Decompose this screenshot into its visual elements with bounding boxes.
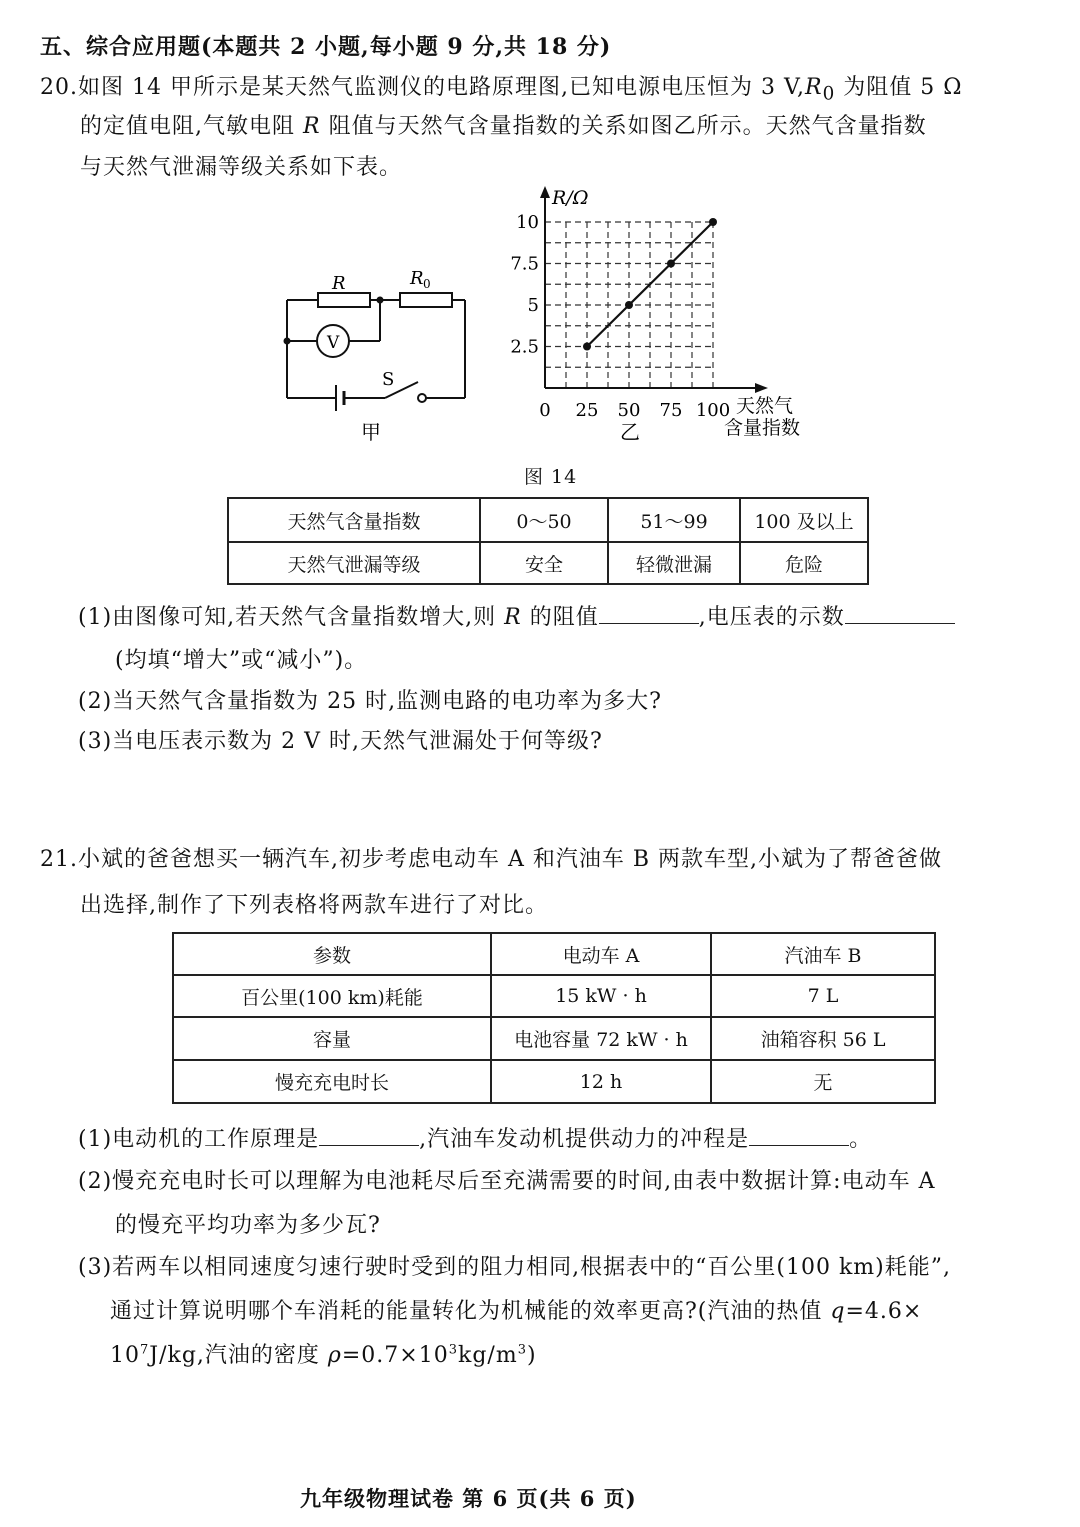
label-jia: 甲	[361, 420, 381, 444]
q21-sub1-text: (1)电动机的工作原理是	[78, 1127, 320, 1152]
table-cell: 7 L	[711, 975, 935, 1017]
label-r: R	[332, 273, 346, 294]
x-tick-label: 25	[575, 400, 599, 421]
q21-sub3-text: 10	[110, 1343, 140, 1368]
section-heading: 五、综合应用题(本题共 2 小题,每小题 9 分,共 18 分)	[40, 34, 612, 60]
q21-stem-line2: 出选择,制作了下列表格将两款车进行了对比。	[80, 893, 548, 918]
data-point	[667, 260, 675, 268]
answer-blank[interactable]	[749, 1125, 849, 1146]
data-point	[625, 301, 633, 309]
r0-subscript: 0	[822, 83, 836, 105]
q21-sub3-line2	[110, 1294, 922, 1325]
table-cell: 参数	[173, 933, 491, 975]
x-axis-arrow	[755, 383, 768, 393]
q21-sub3-line3	[110, 1338, 537, 1369]
q20-stem-text: 如图 14 甲所示是某天然气监测仪的电路原理图,已知电源电压恒为 3 V,	[78, 75, 805, 100]
table-cell: 15 kW · h	[491, 975, 711, 1017]
q-symbol: q	[830, 1299, 846, 1324]
y-axis-arrow	[540, 186, 550, 198]
table-cell: 天然气泄漏等级	[228, 542, 480, 584]
label-r0: R	[410, 268, 424, 289]
data-point	[583, 343, 591, 351]
table-cell: 百公里(100 km)耗能	[173, 975, 491, 1017]
label-s: S	[382, 369, 395, 390]
x-tick-label: 0	[539, 400, 551, 421]
chart-ylabel: R/Ω	[552, 187, 589, 209]
resistor-r0	[400, 293, 452, 307]
answer-blank[interactable]	[599, 603, 699, 624]
q21-stem-text: 小斌的爸爸想买一辆汽车,初步考虑电动车 A 和汽油车 B 两款车型,小斌为了帮爸爸做	[78, 847, 943, 872]
q21-stem-line1	[40, 842, 942, 873]
q21-sub2-line2: 的慢充平均功率为多少瓦?	[115, 1213, 381, 1238]
table-row	[173, 933, 935, 975]
chart-sub-label: 乙	[620, 420, 640, 444]
table-cell: 无	[711, 1060, 935, 1103]
exponent: 3	[517, 1342, 527, 1358]
rho-symbol: ρ	[327, 1343, 342, 1368]
q21-sub3-text: J/kg,汽油的密度	[149, 1343, 328, 1368]
gas-level-table	[227, 497, 869, 585]
q21-sub2-line1: (2)慢充充电时长可以理解为电池耗尽后至充满需要的时间,由表中数据计算:电动车 A	[78, 1169, 936, 1194]
car-comparison-table	[172, 932, 936, 1104]
y-tick-label: 5	[527, 295, 539, 316]
x-tick-label: 100	[695, 400, 731, 421]
q21-sub1	[78, 1122, 872, 1153]
table-cell: 油箱容积 56 L	[711, 1017, 935, 1060]
chart-xlabel-line1: 天然气	[736, 395, 794, 417]
table-row	[228, 498, 868, 542]
table-cell: 100 及以上	[740, 498, 868, 542]
q20-sub1-text: (1)由图像可知,若天然气含量指数增大,则	[78, 605, 505, 630]
resistor-r	[318, 293, 370, 307]
q20-stem-line3: 与天然气泄漏等级关系如下表。	[80, 155, 403, 180]
table-row	[173, 1017, 935, 1060]
exponent: 7	[140, 1342, 150, 1358]
resistance-chart	[500, 180, 830, 450]
r-symbol: R	[303, 114, 321, 139]
label-r0-sub: 0	[423, 277, 431, 291]
table-cell: 0～50	[480, 498, 608, 542]
x-tick-label: 75	[659, 400, 683, 421]
y-tick-label: 2.5	[510, 336, 539, 358]
table-cell: 电池容量 72 kW · h	[491, 1017, 711, 1060]
table-cell: 汽油车 B	[711, 933, 935, 975]
chart-xlabel-line2: 含量指数	[724, 417, 801, 439]
q20-stem-text: 的定值电阻,气敏电阻	[80, 114, 303, 139]
q21-sub3-text: =4.6×	[845, 1299, 923, 1324]
q20-sub1-text: 的阻值	[521, 605, 599, 630]
y-tick-label: 7.5	[510, 253, 539, 275]
label-v: V	[327, 333, 340, 353]
q21-sub3-text: kg/m	[458, 1343, 518, 1368]
answer-blank[interactable]	[319, 1125, 419, 1146]
table-cell: 轻微泄漏	[608, 542, 740, 584]
figure-caption: 图 14	[524, 466, 578, 488]
q20-sub3: (3)当电压表示数为 2 V 时,天然气泄漏处于何等级?	[78, 729, 603, 754]
q20-sub1-line2: (均填“增大”或“减小”)。	[115, 648, 368, 673]
r-symbol: R	[504, 605, 522, 630]
q20-sub2: (2)当天然气含量指数为 25 时,监测电路的电功率为多大?	[78, 689, 662, 714]
table-cell: 容量	[173, 1017, 491, 1060]
exponent: 3	[448, 1342, 458, 1358]
q21-sub3-line1: (3)若两车以相同速度匀速行驶时受到的阻力相同,根据表中的“百公里(100 km)耗能”,	[78, 1255, 951, 1280]
q20-sub1-text: ,电压表的示数	[698, 605, 845, 630]
table-cell: 安全	[480, 542, 608, 584]
q20-stem-text: 阻值与天然气含量指数的关系如图乙所示。天然气含量指数	[320, 114, 927, 139]
table-cell: 12 h	[491, 1060, 711, 1103]
table-cell: 电动车 A	[491, 933, 711, 975]
page-footer: 九年级物理试卷 第 6 页(共 6 页)	[300, 1486, 637, 1511]
table-row	[173, 975, 935, 1017]
table-cell: 51～99	[608, 498, 740, 542]
answer-blank[interactable]	[845, 603, 955, 624]
table-cell: 天然气含量指数	[228, 498, 480, 542]
y-tick-label: 10	[516, 212, 539, 233]
table-row	[228, 542, 868, 584]
table-cell: 慢充充电时长	[173, 1060, 491, 1103]
q21-sub1-text: ,汽油车发动机提供动力的冲程是	[419, 1127, 750, 1152]
q20-stem-line1	[40, 70, 962, 104]
table-row	[173, 1060, 935, 1103]
q20-stem-line2	[80, 109, 927, 140]
chart-axes	[540, 186, 768, 393]
q20-sub1	[78, 600, 955, 631]
q21-sub3-text: =0.7×10	[341, 1343, 449, 1368]
q21-number: 21.	[40, 847, 78, 872]
table-cell: 危险	[740, 542, 868, 584]
circuit-diagram	[270, 255, 480, 445]
data-point	[709, 218, 717, 226]
x-tick-label: 50	[617, 400, 641, 421]
q21-sub3-text: )	[526, 1343, 537, 1368]
r0-symbol: R	[805, 75, 823, 100]
q20-number: 20.	[40, 75, 78, 100]
q20-stem-text: 为阻值 5 Ω	[835, 75, 963, 100]
q21-sub1-text: 。	[849, 1127, 873, 1152]
q21-sub3-text: 通过计算说明哪个车消耗的能量转化为机械能的效率更高?(汽油的热值	[110, 1299, 831, 1324]
